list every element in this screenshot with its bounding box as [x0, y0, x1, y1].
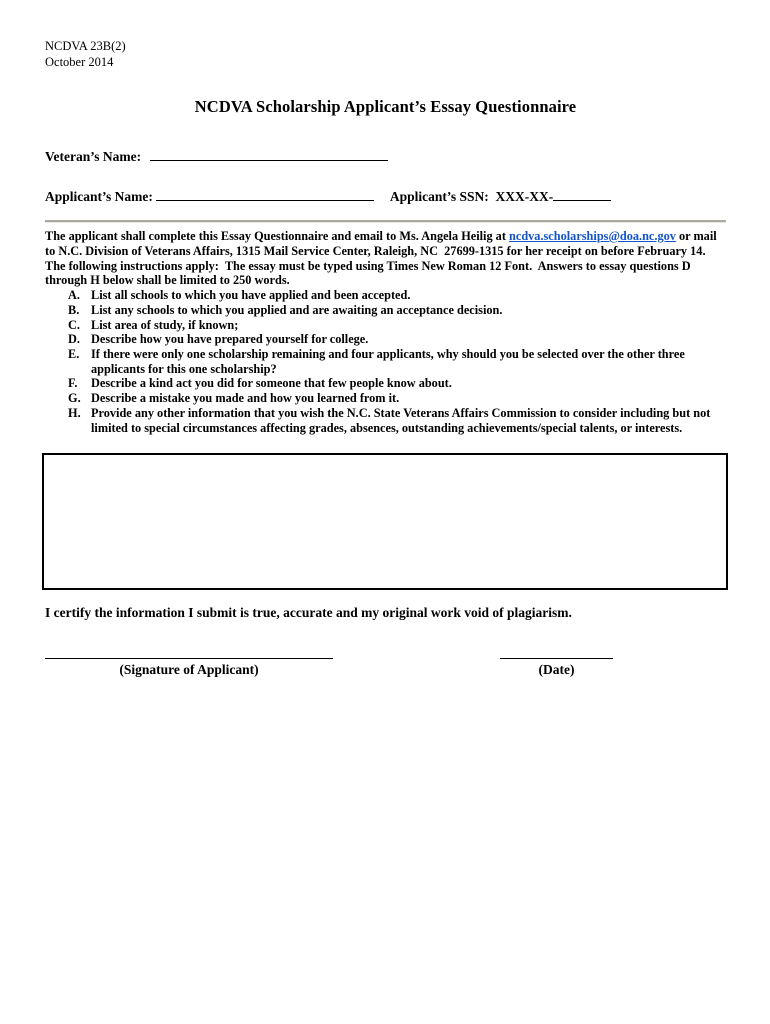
- signature-column: [45, 658, 333, 678]
- section-divider: [45, 220, 726, 223]
- instructions-paragraph: [45, 229, 726, 288]
- applicant-name-input[interactable]: [156, 188, 374, 201]
- applicant-ssn-input[interactable]: [553, 188, 611, 201]
- question-item-b: [45, 303, 726, 318]
- certification-statement: I certify the information I submit is true, accurate and my original work void of plagiarism.: [45, 605, 572, 621]
- question-item-e: [45, 347, 726, 376]
- signature-section: [45, 658, 726, 678]
- veteran-name-label: Veteran’s Name:: [45, 149, 145, 164]
- page-title: NCDVA Scholarship Applicant’s Essay Questionnaire: [194, 97, 577, 116]
- question-letter: G.: [68, 391, 81, 406]
- question-text: Describe a kind act you did for someone that few people know about.: [91, 376, 452, 391]
- question-letter: F.: [68, 376, 78, 391]
- question-text: Provide any other information that you wish the N.C. State Veterans Affairs Commission to consider including but not limited to special circumstances affecting grades, absences, outstanding achievements/special talents, or interests.: [91, 405, 711, 435]
- essay-answer-box[interactable]: [42, 453, 728, 590]
- date-input[interactable]: [500, 658, 613, 659]
- question-letter: B.: [68, 302, 80, 317]
- question-list: [45, 288, 726, 435]
- question-item-d: [45, 332, 726, 347]
- applicant-ssn-label: Applicant’s SSN: XXX-XX-: [389, 189, 554, 204]
- instructions-post-link: or mail to N.C. Division of Veterans Affairs, 1315 Mail Service Center, Raleigh, NC 27699-1315 for her receipt on before February 14. The following instructions apply: The essay must be typed using Times New Roman 12 Font. Answers to essay questions D through H below shall be limited to 250 words.: [45, 229, 720, 288]
- question-item-g: [45, 391, 726, 406]
- question-letter: D.: [68, 332, 80, 347]
- date-label: (Date): [538, 662, 575, 678]
- form-number: NCDVA 23B(2): [45, 39, 126, 53]
- question-letter: H.: [68, 405, 81, 420]
- question-letter: A.: [68, 288, 80, 303]
- signature-input[interactable]: [45, 658, 333, 659]
- veteran-name-row: [45, 148, 726, 165]
- instructions-pre-link: The applicant shall complete this Essay Questionnaire and email to Ms. Angela Heilig at: [45, 229, 510, 243]
- email-link[interactable]: ncdva.scholarships@doa.nc.gov: [509, 229, 676, 243]
- applicant-name-row: [45, 188, 726, 205]
- applicant-name-label: Applicant’s Name:: [45, 189, 153, 204]
- date-column: [500, 658, 613, 678]
- question-text: List area of study, if known;: [91, 317, 239, 332]
- question-text: List any schools to which you applied and are awaiting an acceptance decision.: [91, 302, 503, 317]
- veteran-name-input[interactable]: [150, 148, 388, 161]
- question-item-h: [45, 406, 726, 435]
- question-item-f: [45, 376, 726, 391]
- question-text: List all schools to which you have applied and been accepted.: [91, 288, 411, 303]
- question-letter: C.: [68, 317, 80, 332]
- signature-label: (Signature of Applicant): [119, 662, 259, 678]
- question-text: Describe a mistake you made and how you learned from it.: [91, 391, 400, 406]
- question-item-a: [45, 288, 726, 303]
- question-text: If there were only one scholarship remaining and four applicants, why should you be selected over the other three applicants for this one scholarship?: [91, 347, 685, 376]
- question-letter: E.: [68, 347, 80, 361]
- form-date: October 2014: [45, 55, 114, 69]
- form-reference-block: [45, 38, 726, 70]
- question-item-c: [45, 318, 726, 333]
- question-text: Describe how you have prepared yourself for college.: [91, 332, 369, 347]
